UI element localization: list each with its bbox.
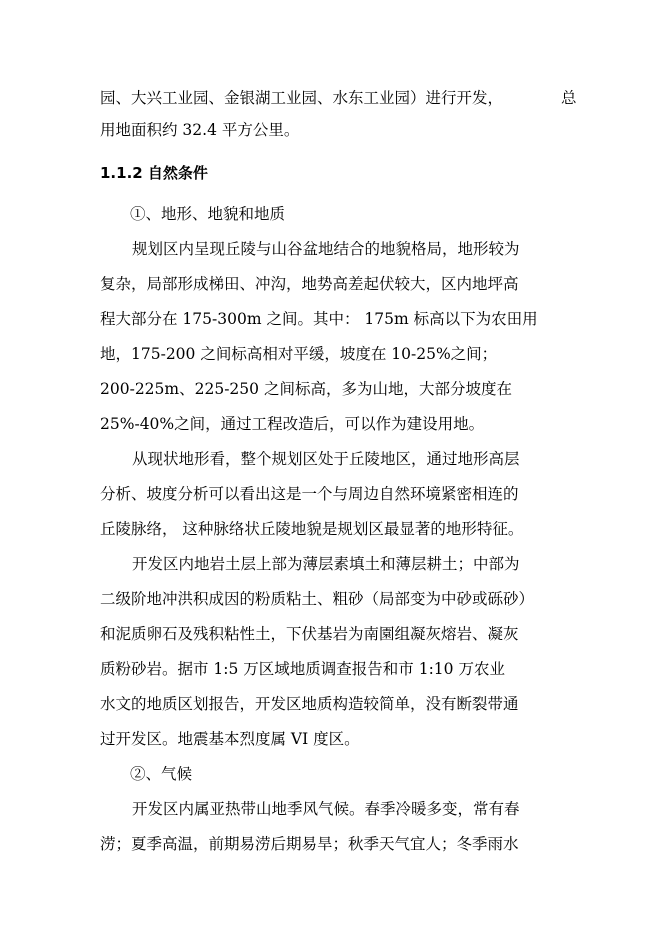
p2-line (132, 449, 520, 469)
intro-line-1-text: 园、大兴工业园、金银湖工业园、水东工业园）进行开发， (100, 89, 504, 107)
p4-line-text: 涝；夏季高温，前期易涝后期易旱；秋季天气宜人；冬季雨水 (100, 835, 519, 853)
p4-line (100, 834, 519, 854)
p3-line-text: 和泥质卵石及残积粘性土，下伏基岩为南園组凝灰熔岩、凝灰 (100, 625, 519, 643)
p1-line (100, 274, 519, 294)
p1-line (100, 414, 484, 434)
p2-line (100, 519, 523, 539)
p2-line-text: 从现状地形看，整个规划区处于丘陵地区，通过地形高层 (132, 450, 520, 468)
p3-line-text: 质粉砂岩。据市 1:5 万区域地质调查报告和市 1:10 万农业 (100, 660, 505, 678)
p3-line (100, 659, 505, 679)
p1-line (100, 309, 538, 329)
p1-line (100, 344, 497, 364)
p3-line (100, 589, 534, 609)
subsection-title-terrain (130, 204, 285, 224)
p1-line-text: 200-225m、225-250 之间标高，多为山地，大部分坡度在 (100, 380, 512, 398)
section-heading (100, 163, 208, 183)
intro-line-1 (100, 88, 503, 108)
p1-line-text: 25%-40%之间，通过工程改造后，可以作为建设用地。 (100, 415, 485, 433)
p3-line-text: 开发区内地岩土层上部为薄层素填土和薄层耕土；中部为 (132, 555, 520, 573)
p1-line-text: 地，175-200 之间标高相对平缓，坡度在 10-25%之间； (100, 345, 498, 363)
intro-line-2 (100, 120, 299, 140)
p3-line-text: 二级阶地冲洪积成因的粉质粘土、粗砂（局部变为中砂或砾砂） (100, 590, 535, 608)
p1-line-text: 程大部分在 175-300m 之间。其中： 175m 标高以下为农田用 (100, 310, 538, 328)
p3-line-text: 过开发区。地震基本烈度属 VI 度区。 (100, 730, 360, 748)
p1-line-text: 规划区内呈现丘陵与山谷盆地结合的地貌格局，地形较为 (132, 240, 520, 258)
intro-line-2-text: 用地面积约 32.4 平方公里。 (100, 121, 300, 139)
p3-line-text: 水文的地质区划报告，开发区地质构造较简单，没有断裂带通 (100, 695, 519, 713)
p3-line (132, 554, 520, 574)
subsection-title-terrain-text: ①、地形、地貌和地质 (130, 205, 286, 223)
subsection-title-climate (130, 764, 192, 784)
p2-line (100, 484, 519, 504)
p1-line (132, 239, 520, 259)
p1-line-text: 复杂，局部形成梯田、冲沟，地势高差起伏较大，区内地坪高 (100, 275, 519, 293)
p4-line-text: 开发区内属亚热带山地季风气候。春季冷暖多变，常有春 (132, 800, 520, 818)
intro-line-1-end-text: 总 (561, 89, 577, 107)
p3-line (100, 624, 519, 644)
section-heading-text: 1.1.2 自然条件 (100, 164, 208, 182)
p1-line (100, 379, 512, 399)
p2-line-text: 丘陵脉络， 这种脉络状丘陵地貌是规划区最显著的地形特征。 (100, 520, 524, 538)
p3-line (100, 729, 360, 749)
p3-line (100, 694, 519, 714)
intro-line-1-end (561, 88, 577, 108)
subsection-title-climate-text: ②、气候 (130, 765, 193, 783)
p2-line-text: 分析、坡度分析可以看出这是一个与周边自然环境紧密相连的 (100, 485, 519, 503)
p4-line (132, 799, 520, 819)
